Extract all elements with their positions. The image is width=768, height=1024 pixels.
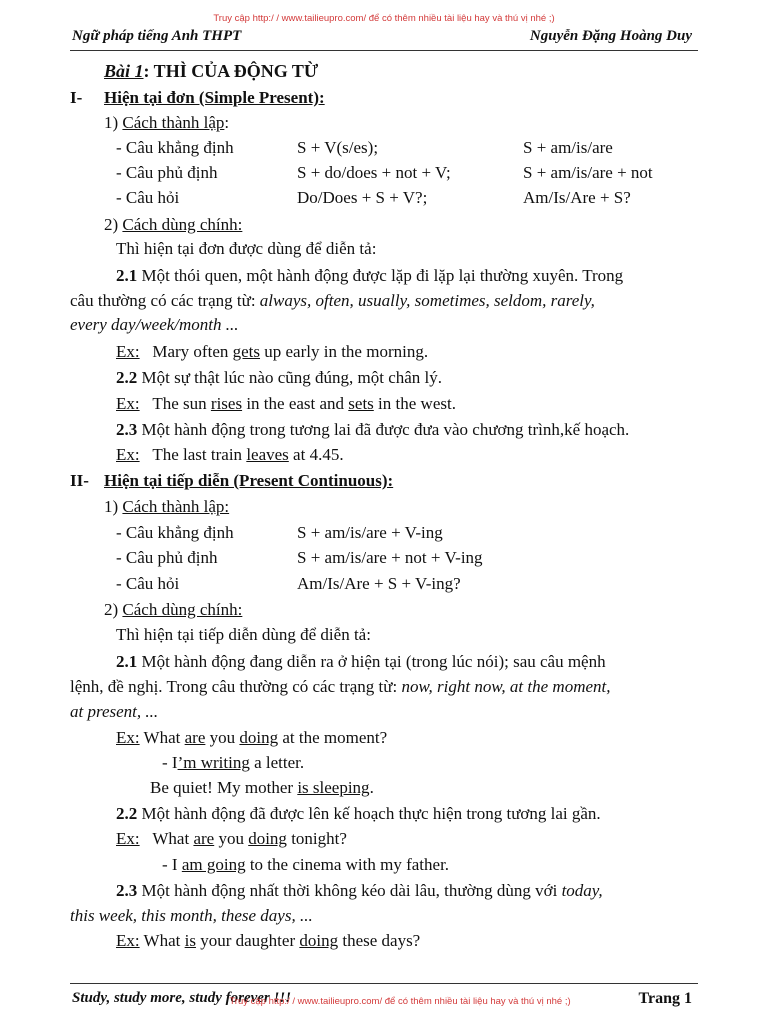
s1-usage-3: [116, 419, 744, 441]
s1-usage-heading: [104, 214, 732, 236]
watermark-top: Truy cập http:/ / www.tailieupro.com/ để có thêm nhiều tài liệu hay và thú vị nhé ;): [213, 13, 555, 24]
ex-text: your daughter: [195, 931, 300, 950]
ex-text: - I: [162, 855, 182, 874]
s1-usage-1-text: Một thói quen, một hành động được lặp đi lặp lại thường xuyên. Trong: [137, 266, 624, 285]
footer-motto: Study, study more, study forever !!!: [72, 990, 292, 1006]
ex-text: The last train: [152, 445, 247, 464]
s1-form-colon: :: [224, 113, 230, 132]
s2-form-label: Cách thành lập:: [122, 497, 230, 516]
ex-label: Ex:: [116, 445, 140, 464]
s1-use-num: 2): [104, 215, 119, 234]
section-1-heading: Hiện tại đơn (Simple Present):: [104, 88, 325, 107]
s2-formation-heading: [104, 496, 732, 518]
ex-label: Ex:: [116, 829, 140, 848]
s2-usage-2-num: 2.2: [116, 804, 138, 823]
s2-example-1: [116, 727, 744, 749]
s2-usage-1-line-3: at present, ...: [70, 702, 159, 721]
s1-form-label: Cách thành lập: [122, 113, 225, 132]
ex-text: Mary often: [152, 342, 233, 361]
s2-row-negative-label: - Câu phủ định: [116, 548, 218, 567]
s2-usage-1-text-2: lệnh, đề nghị. Trong câu thường có các trạng từ:: [70, 677, 402, 696]
ex-text: at 4.45.: [288, 445, 344, 464]
ex-label: Ex:: [116, 728, 140, 747]
ex-text: What: [139, 931, 185, 950]
s2-usage-1-line-2: [70, 676, 698, 698]
s2-example-3: [116, 930, 744, 952]
s2-example-2: [116, 828, 744, 850]
ex-underlined: am going: [181, 855, 246, 874]
ex-underlined: is: [184, 931, 196, 950]
s2-usage-3-text: Một hành động nhất thời không kéo dài lâu, thường dùng với: [137, 881, 562, 900]
s2-usage-2-text: Một hành động đã được lên kế hoạch thực hiện trong tương lai gần.: [137, 804, 601, 823]
s1-usage-1-line-3: every day/week/month ...: [70, 315, 239, 334]
ex-underlined: doing: [239, 728, 279, 747]
header-rule: [70, 50, 698, 51]
s1-example-1: [116, 341, 744, 363]
watermark-bottom: Truy cập http:/ / www.tailieupro.com/ để có thêm nhiều tài liệu hay và thú vị nhé ;): [229, 996, 571, 1007]
s2-usage-1-text: Một hành động đang diễn ra ở hiện tại (trong lúc nói); sau câu mệnh: [137, 652, 606, 671]
s2-row-question-a: Am/Is/Are + S + V-ing?: [297, 574, 461, 593]
s1-intro: Thì hiện tại đơn được dùng để diễn tả:: [116, 239, 377, 258]
ex-text: these days?: [338, 931, 421, 950]
s1-row-negative-b: S + am/is/are + not: [523, 163, 653, 182]
ex-underlined: gets: [232, 342, 261, 361]
s2-usage-1-line-1: [116, 651, 698, 673]
ex-text: at the moment?: [278, 728, 388, 747]
header-author: Nguyễn Đặng Hoàng Duy: [529, 28, 692, 44]
ex-text: a letter.: [249, 753, 305, 772]
footer-rule: [70, 983, 698, 984]
s1-usage-1-line-1: [116, 265, 698, 287]
ex-text: you: [205, 728, 240, 747]
ex-text: in the west.: [373, 394, 456, 413]
s2-row-affirmative-a: S + am/is/are + V-ing: [297, 523, 443, 542]
s1-row-affirmative-a: S + V(s/es);: [297, 138, 379, 157]
ex-underlined: sets: [348, 394, 374, 413]
s2-usage-2: [116, 803, 744, 825]
lesson-title-text: : THÌ CỦA ĐỘNG TỪ: [143, 61, 319, 81]
page-number: Trang 1: [638, 990, 692, 1007]
s2-usage-3-line-2: this week, this month, these days, ...: [70, 906, 313, 925]
s1-row-question-a: Do/Does + S + V?;: [297, 188, 428, 207]
ex-text: .: [369, 778, 374, 797]
s1-usage-1-text-2: câu thường có các trạng từ:: [70, 291, 260, 310]
s2-form-num: 1): [104, 497, 119, 516]
s2-example-2b: [162, 854, 768, 876]
s2-use-num: 2): [104, 600, 119, 619]
ex-text: tonight?: [286, 829, 347, 848]
s2-example-1c: [150, 777, 768, 799]
s2-usage-3-num: 2.3: [116, 881, 138, 900]
ex-text: - I: [162, 753, 178, 772]
s1-example-2: [116, 393, 744, 415]
ex-text: What: [139, 728, 185, 747]
s2-row-question-label: - Câu hỏi: [116, 574, 180, 593]
s1-usage-2-num: 2.2: [116, 368, 138, 387]
ex-text: Be quiet! My mother: [150, 778, 298, 797]
ex-label: Ex:: [116, 394, 140, 413]
ex-text: The sun: [152, 394, 211, 413]
ex-underlined: rises: [210, 394, 243, 413]
s2-use-label: Cách dùng chính:: [122, 600, 243, 619]
s1-usage-1-num: 2.1: [116, 266, 138, 285]
s1-use-label: Cách dùng chính:: [122, 215, 243, 234]
ex-underlined: ’m writing: [177, 753, 250, 772]
lesson-title: [104, 60, 732, 82]
s1-example-3: [116, 444, 744, 466]
s2-usage-3-line-1: [116, 880, 698, 902]
ex-label: Ex:: [116, 931, 140, 950]
s1-formation-heading: [104, 112, 732, 134]
ex-label: Ex:: [116, 342, 140, 361]
s1-usage-3-num: 2.3: [116, 420, 138, 439]
s1-form-num: 1): [104, 113, 119, 132]
ex-text: up early in the morning.: [260, 342, 429, 361]
section-2-number: II-: [70, 471, 89, 490]
s1-row-negative-a: S + do/does + not + V;: [297, 163, 451, 182]
s2-usage-heading: [104, 599, 732, 621]
s1-usage-1-line-2: [70, 290, 698, 312]
s1-row-affirmative-label: - Câu khẳng định: [116, 138, 234, 157]
s2-usage-1-num: 2.1: [116, 652, 138, 671]
ex-text: What: [152, 829, 194, 848]
s1-row-affirmative-b: S + am/is/are: [523, 138, 613, 157]
lesson-label: Bài 1: [104, 61, 144, 81]
ex-underlined: doing: [248, 829, 287, 848]
s1-row-question-b: Am/Is/Are + S?: [523, 188, 631, 207]
ex-underlined: leaves: [246, 445, 289, 464]
s1-row-negative-label: - Câu phủ định: [116, 163, 218, 182]
s2-intro: Thì hiện tại tiếp diễn dùng để diễn tả:: [116, 625, 371, 644]
s1-adverbs: always, often, usually, sometimes, seldom, rarely,: [259, 291, 595, 310]
s1-usage-3-text: Một hành động trong tương lai đã được đưa vào chương trình,kế hoạch.: [137, 420, 630, 439]
header-subject: Ngữ pháp tiếng Anh THPT: [72, 28, 242, 44]
ex-underlined: are: [184, 728, 206, 747]
s2-row-negative-a: S + am/is/are + not + V-ing: [297, 548, 483, 567]
s1-usage-2-text: Một sự thật lúc nào cũng đúng, một chân lý.: [137, 368, 443, 387]
s2-adverbs: now, right now, at the moment,: [401, 677, 611, 696]
ex-underlined: is sleeping: [297, 778, 370, 797]
ex-text: you: [214, 829, 249, 848]
s2-example-1b: [162, 752, 768, 774]
ex-underlined: doing: [299, 931, 339, 950]
ex-underlined: are: [193, 829, 215, 848]
ex-text: to the cinema with my father.: [245, 855, 450, 874]
s2-row-affirmative-label: - Câu khẳng định: [116, 523, 234, 542]
s2-usage-3-adverb: today,: [561, 881, 603, 900]
s1-row-question-label: - Câu hỏi: [116, 188, 180, 207]
section-1-number: I-: [70, 88, 83, 107]
s1-usage-2: [116, 367, 744, 389]
section-2-heading: Hiện tại tiếp diễn (Present Continuous):: [104, 471, 394, 490]
ex-text: in the east and: [242, 394, 349, 413]
